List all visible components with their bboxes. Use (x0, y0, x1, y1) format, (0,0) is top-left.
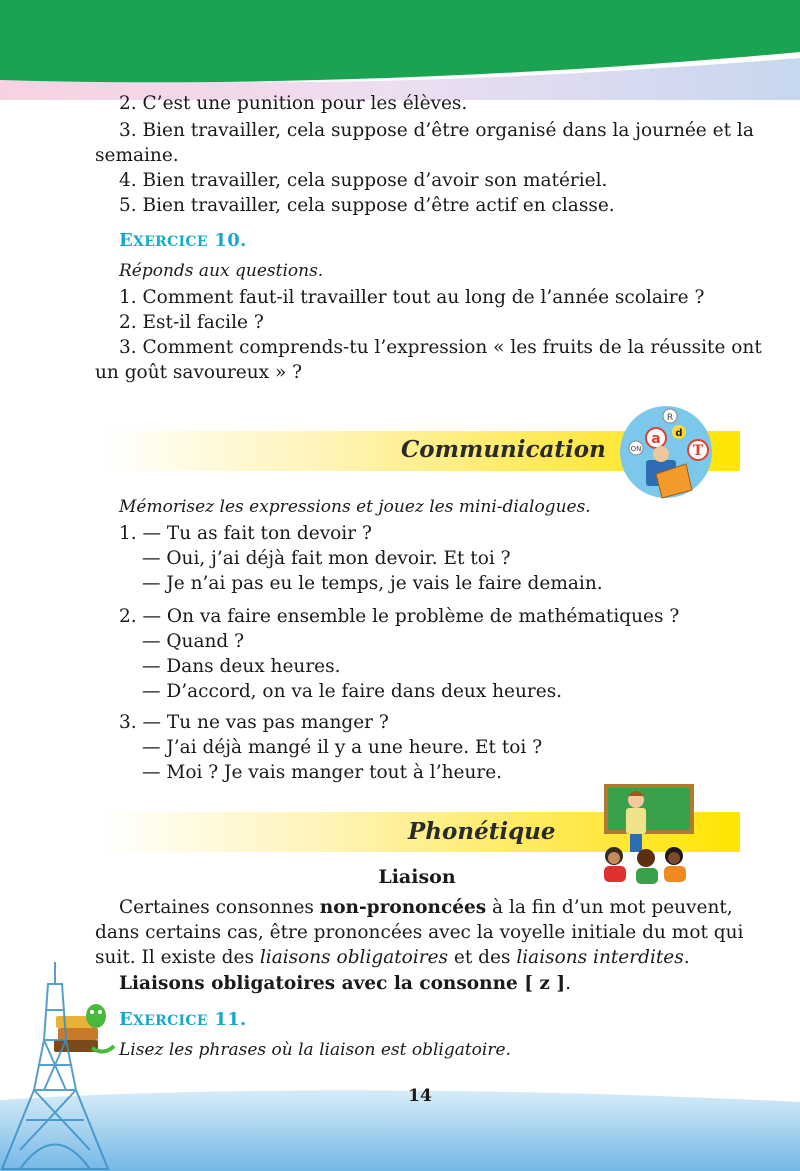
paragraph-line: dans certains cas, être prononcées avec la voyelle initiale du mot qui (95, 922, 744, 943)
dialogue-line: 2. — On va faire ensemble le problème de mathématiques ? (119, 606, 680, 627)
communication-heading: Communication (401, 436, 606, 463)
exercise-instruction: Lisez les phrases où la liaison est obligatoire. (119, 1040, 511, 1060)
dialogue-line: — Je n’ai pas eu le temps, je vais le faire demain. (142, 573, 603, 594)
exercise-title-smallcaps: XERCICE (133, 1013, 208, 1029)
list-item: 3. Bien travailler, cela suppose d’être organisé dans la journée et la (119, 120, 754, 141)
icon-letter-d: d (675, 428, 683, 439)
dialogue-line: — Moi ? Je vais manger tout à l’heure. (142, 762, 503, 783)
question-continued: un goût savoureux » ? (95, 362, 303, 383)
dialogue-line: — Oui, j’ai déjà fait mon devoir. Et toi ? (142, 548, 511, 569)
dialogue-line: — Dans deux heures. (142, 656, 341, 677)
text-run: . (565, 973, 572, 994)
text-run: . (683, 947, 690, 968)
section-subheading: Liaison (378, 866, 456, 888)
rule-line (119, 972, 571, 996)
exercise-title-initial: E (119, 230, 134, 251)
icon-letter-t: T (692, 443, 704, 459)
exercise-title-initial: E (119, 1009, 134, 1030)
letters-reading-icon (616, 402, 716, 502)
bold-rule: Liaisons obligatoires avec la consonne [ z ] (119, 973, 566, 994)
phonetique-heading: Phonétique (408, 818, 556, 845)
icon-letter-on: ON (630, 445, 642, 453)
exercise-title-smallcaps: XERCICE (133, 234, 208, 250)
dialogue-line: — J’ai déjà mangé il y a une heure. Et toi ? (142, 737, 543, 758)
eiffel-tower-icon (0, 960, 120, 1171)
exercise-instruction: Réponds aux questions. (119, 261, 324, 281)
text-run: à la fin d’un mot peuvent, (486, 897, 733, 918)
text-run: Certaines consonnes (119, 897, 320, 918)
dialogue-line: 1. — Tu as fait ton devoir ? (119, 523, 372, 544)
text-run: et des (448, 947, 517, 968)
list-item: 2. C’est une punition pour les élèves. (119, 93, 468, 114)
italic-term: liaisons obligatoires (259, 947, 449, 968)
exercise-title-number: 11. (207, 1009, 247, 1030)
exercise-10-title (119, 230, 247, 251)
dialogue-line: — Quand ? (142, 631, 245, 652)
dialogue-line: 3. — Tu ne vas pas manger ? (119, 712, 389, 733)
exercise-11-title (119, 1009, 247, 1030)
list-item: 5. Bien travailler, cela suppose d’être actif en classe. (119, 195, 615, 216)
question: 1. Comment faut-il travailler tout au long de l’année scolaire ? (119, 287, 705, 308)
list-item: 4. Bien travailler, cela suppose d’avoir son matériel. (119, 170, 608, 191)
communication-instruction: Mémorisez les expressions et jouez les mini-dialogues. (119, 497, 591, 517)
text-run: suit. Il existe des (95, 947, 260, 968)
dialogue-line: — D’accord, on va le faire dans deux heures. (142, 681, 563, 702)
top-header-band (0, 0, 800, 100)
question: 3. Comment comprends-tu l’expression « les fruits de la réussite ont (119, 337, 762, 358)
icon-letter-a: a (651, 431, 661, 447)
page-number: 14 (408, 1086, 432, 1106)
list-item-continued: semaine. (95, 145, 179, 166)
paragraph-line (95, 946, 690, 970)
bold-term: non-prononcées (319, 897, 487, 918)
exercise-title-number: 10. (207, 230, 247, 251)
italic-term: liaisons interdites (516, 947, 684, 968)
icon-letter-r: R (666, 413, 674, 423)
paragraph-line (119, 896, 733, 920)
question: 2. Est-il facile ? (119, 312, 264, 333)
